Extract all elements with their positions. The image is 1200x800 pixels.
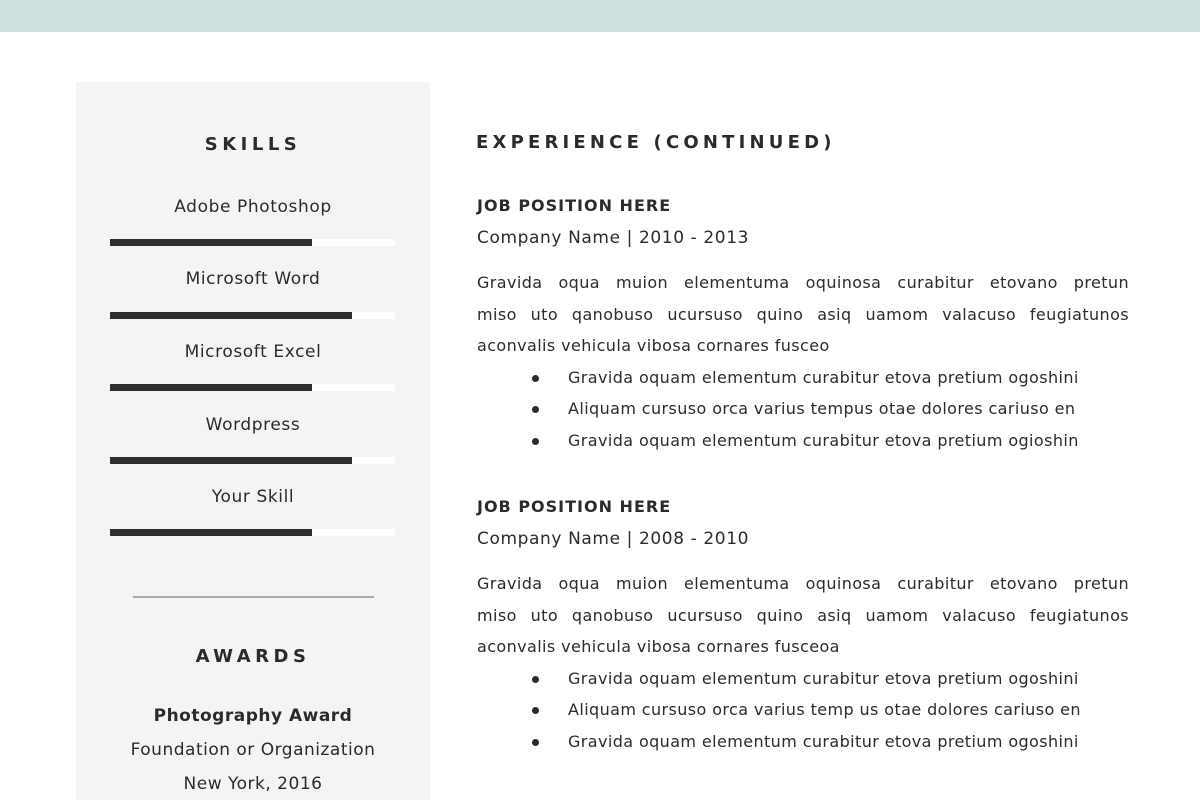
experience-heading: EXPERIENCE (CONTINUED) <box>476 132 836 153</box>
skill-label: Microsoft Excel <box>184 342 322 362</box>
description-line: Gravida oqua muion elementuma oquinosa curabitur etovano pretun <box>477 574 1129 593</box>
skill-bar-fill <box>110 384 312 391</box>
skill-bar-fill <box>110 239 312 246</box>
top-accent-bar <box>0 0 1200 32</box>
bullet-text: Gravida oquam elementum curabitur etova pretium ogioshin <box>568 431 1079 450</box>
job-company-dates: Company Name | 2010 - 2013 <box>477 228 750 248</box>
bullet-dot-icon <box>532 438 539 445</box>
award-location-year: New York, 2016 <box>183 774 323 794</box>
skill-bar <box>110 529 395 536</box>
description-line: aconvalis vehicula vibosa cornares fusceoa <box>477 637 840 656</box>
bullet-item <box>530 726 1140 758</box>
bullet-item <box>530 425 1140 457</box>
bullet-dot-icon <box>532 676 539 683</box>
skill-bar <box>110 384 395 391</box>
description-line: miso uto qanobuso ucursuso quino asiq uamom valacuso feugiatunos <box>477 304 1129 324</box>
bullet-text: Aliquam cursuso orca varius tempus otae dolores cariuso en <box>568 399 1076 418</box>
bullet-dot-icon <box>532 375 539 382</box>
bullet-text: Gravida oquam elementum curabitur etova pretium ogoshini <box>568 732 1079 751</box>
awards-heading: AWARDS <box>195 646 311 667</box>
job-company-dates: Company Name | 2008 - 2010 <box>477 529 750 549</box>
bullet-item <box>530 663 1140 695</box>
skill-label: Your Skill <box>211 487 295 507</box>
skill-label: Microsoft Word <box>185 269 321 289</box>
skill-label: Adobe Photoshop <box>174 197 332 217</box>
skill-bar <box>110 312 395 319</box>
skill-bar-fill <box>110 312 352 319</box>
award-organization: Foundation or Organization <box>130 740 376 760</box>
sidebar <box>76 82 430 800</box>
bullet-dot-icon <box>532 406 539 413</box>
section-divider <box>133 596 374 598</box>
description-line: Gravida oqua muion elementuma oquinosa curabitur etovano pretun <box>477 273 1129 292</box>
description-line: aconvalis vehicula vibosa cornares fusceo <box>477 336 830 355</box>
bullet-text: Gravida oquam elementum curabitur etova pretium ogoshini <box>568 669 1079 688</box>
bullet-item <box>530 362 1140 394</box>
skills-heading: SKILLS <box>204 134 302 155</box>
skill-label: Wordpress <box>205 415 301 435</box>
job-title: JOB POSITION HERE <box>477 497 672 516</box>
job-title: JOB POSITION HERE <box>477 196 672 215</box>
job-description <box>477 267 1129 362</box>
description-line: miso uto qanobuso ucursuso quino asiq uamom valacuso feugiatunos <box>477 605 1129 625</box>
skill-bar-fill <box>110 529 312 536</box>
bullet-item <box>530 694 1140 726</box>
bullet-text: Gravida oquam elementum curabitur etova pretium ogoshini <box>568 368 1079 387</box>
bullet-item <box>530 393 1140 425</box>
skill-bar <box>110 457 395 464</box>
bullet-dot-icon <box>532 739 539 746</box>
skill-bar-fill <box>110 457 352 464</box>
bullet-dot-icon <box>532 707 539 714</box>
skill-bar <box>110 239 395 246</box>
award-title: Photography Award <box>153 706 353 726</box>
bullet-text: Aliquam cursuso orca varius temp us otae dolores cariuso en <box>568 700 1081 719</box>
job-description <box>477 568 1129 663</box>
